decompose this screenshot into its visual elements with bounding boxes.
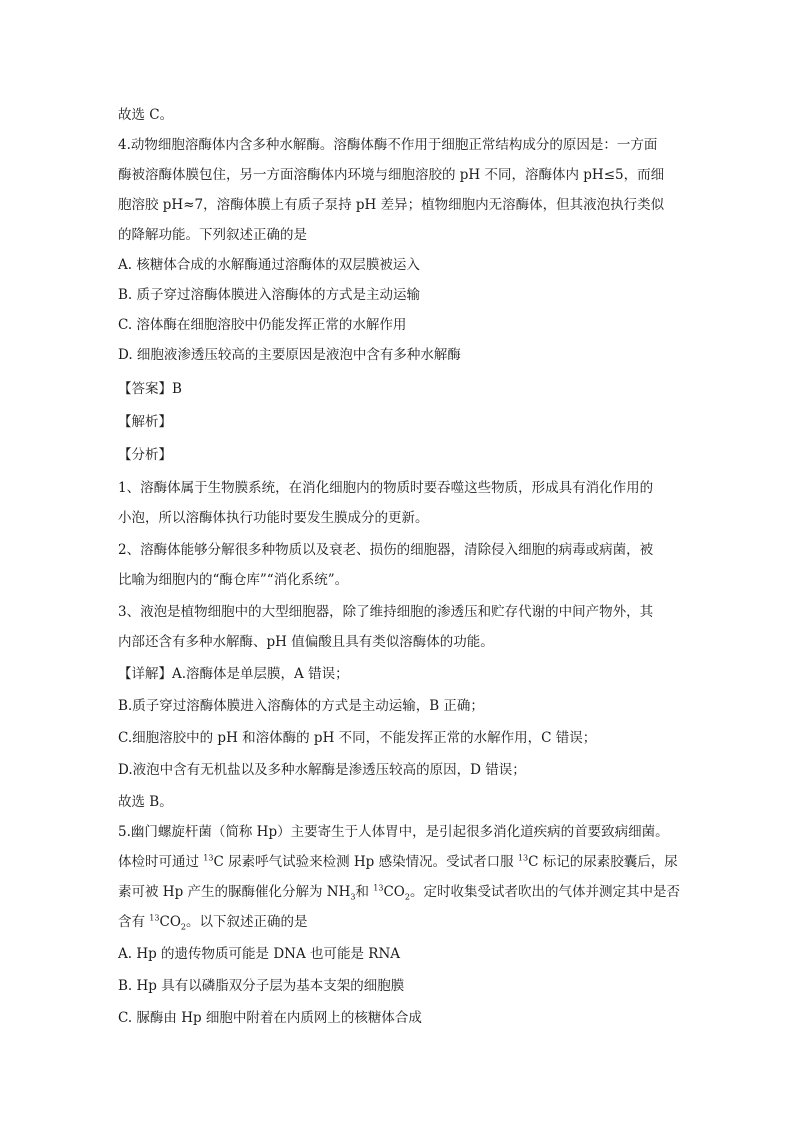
text-run: 含有 — [118, 914, 150, 930]
text-run: 和 — [355, 884, 374, 900]
analysis-point: 内部还含有多种水解酶、pH 值偏酸且具有类似溶酶体的功能。 — [118, 634, 494, 650]
text-run: C 尿素呼气试验来检测 Hp 感染情况。受试者口服 — [213, 854, 518, 870]
option-a: A. 核糖体合成的水解酶通过溶酶体的双层膜被运入 — [118, 257, 420, 273]
subscript: 2 — [180, 922, 186, 932]
analysis-point: 2、溶酶体能够分解很多种物质以及衰老、损伤的细胞器，清除侵入细胞的病毒或病菌，被 — [118, 542, 654, 558]
superscript: 13 — [203, 853, 214, 863]
option-b: B. 质子穿过溶酶体膜进入溶酶体的方式是主动运输 — [118, 287, 421, 303]
text-run: 。以下叙述正确的是 — [185, 914, 308, 930]
question-5-stem — [118, 913, 307, 931]
text-line: 故选 B。 — [118, 794, 173, 810]
text-run: 。定时收集受试者吹出的气体并测定其中是否 — [409, 884, 680, 900]
analysis-heading: 【解析】 — [118, 414, 172, 430]
detail-line: D.液泡中含有无机盐以及多种水解酶是渗透压较高的原因，D 错误； — [118, 762, 526, 778]
analysis-point: 3、液泡是植物细胞中的大型细胞器，除了维持细胞的渗透压和贮存代谢的中间产物外，其 — [118, 604, 654, 620]
option-b: B. Hp 具有以磷脂双分子层为基本支架的细胞膜 — [118, 978, 405, 994]
text-line: 故选 C。 — [118, 107, 174, 123]
analysis-point: 1、溶酶体属于生物膜系统，在消化细胞内的物质时要吞噬这些物质，形成具有消化作用的 — [118, 480, 654, 496]
option-a: A. Hp 的遗传物质可能是 DNA 也可能是 RNA — [118, 946, 401, 962]
text-run: CO — [383, 884, 405, 900]
answer-label: 【答案】B — [118, 381, 182, 397]
question-5-stem: 5.幽门螺旋杆菌（简称 Hp）主要寄生于人体胃中，是引起很多消化道疾病的首要致病细菌。 — [118, 824, 669, 840]
superscript: 13 — [373, 883, 384, 893]
subscript: 3 — [350, 892, 356, 902]
question-5-stem — [118, 853, 678, 871]
option-c: C. 溶体酶在细胞溶胶中仍能发挥正常的水解作用 — [118, 317, 407, 333]
option-d: D. 细胞液渗透压较高的主要原因是液泡中含有多种水解酶 — [118, 347, 461, 363]
option-c: C. 脲酶由 Hp 细胞中附着在内质网上的核糖体合成 — [118, 1010, 422, 1026]
superscript: 13 — [149, 913, 160, 923]
text-run: 体检时可通过 — [118, 854, 204, 870]
analysis-point: 小泡，所以溶酶体执行功能时要发生膜成分的更新。 — [118, 510, 429, 526]
question-4-stem: 胞溶胶 pH≈7，溶酶体膜上有质子泵持 pH 差异；植物细胞内无溶酶体，但其液泡执行类似 — [118, 197, 665, 213]
text-run: CO — [159, 914, 181, 930]
subscript: 2 — [404, 892, 410, 902]
question-5-stem — [118, 883, 680, 901]
question-4-stem: 的降解功能。下列叙述正确的是 — [118, 227, 307, 243]
question-4-stem: 酶被溶酶体膜包住，另一方面溶酶体内环境与细胞溶胶的 pH 不同，溶酶体内 pH≤5，而细 — [118, 167, 665, 183]
detail-line: 【详解】A.溶酶体是单层膜，A 错误； — [118, 666, 349, 682]
superscript: 13 — [517, 853, 529, 863]
text-run: C 标记的尿素胶囊后，尿 — [528, 854, 678, 870]
detail-line: B.质子穿过溶酶体膜进入溶酶体的方式是主动运输，B 正确； — [118, 698, 484, 714]
question-4-stem: 4.动物细胞溶酶体内含多种水解酶。溶酶体酶不作用于细胞正常结构成分的原因是：一方面 — [118, 137, 658, 153]
analysis-point: 比喻为细胞内的“酶仓库”“消化系统”。 — [118, 572, 349, 588]
analysis-subheading: 【分析】 — [118, 447, 172, 463]
detail-line: C.细胞溶胶中的 pH 和溶体酶的 pH 不同，不能发挥正常的水解作用，C 错误； — [118, 730, 597, 746]
text-run: 素可被 Hp 产生的脲酶催化分解为 NH — [118, 884, 351, 900]
